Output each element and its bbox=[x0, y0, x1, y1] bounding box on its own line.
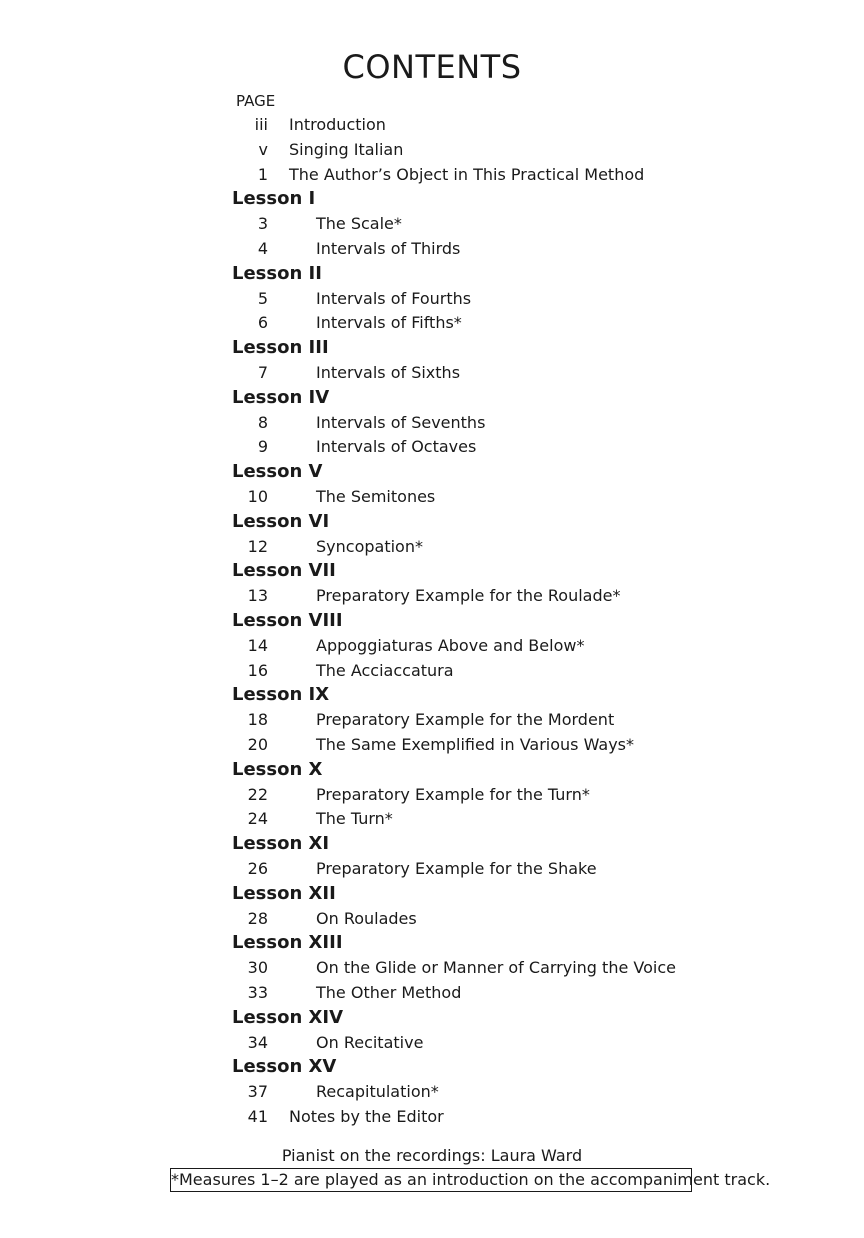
toc-page-number: 41 bbox=[247, 1107, 268, 1126]
toc-entry-title: Introduction bbox=[289, 115, 386, 134]
toc-entry-title: Syncopation* bbox=[316, 536, 423, 556]
lesson-heading: Lesson III bbox=[232, 337, 329, 359]
lesson-heading: Lesson I bbox=[232, 188, 316, 210]
toc-entry-title: The Other Method bbox=[316, 983, 462, 1002]
pianist-credit: Pianist on the recordings: Laura Ward bbox=[281, 1146, 583, 1165]
toc-page-number: 14 bbox=[247, 635, 268, 655]
toc-entry-title: On Recitative bbox=[316, 1032, 424, 1052]
lesson-heading: Lesson VII bbox=[232, 560, 336, 582]
toc-entry-title: Intervals of Fifths* bbox=[316, 313, 462, 333]
toc-page-number: 13 bbox=[247, 586, 268, 606]
lesson-heading: Lesson VIII bbox=[232, 610, 343, 631]
toc-entry-title: Appoggiaturas Above and Below* bbox=[316, 635, 585, 655]
lesson-heading: Lesson IV bbox=[232, 386, 330, 408]
toc-entry-title: Preparatory Example for the Mordent bbox=[316, 710, 615, 730]
toc-page-number: 30 bbox=[247, 958, 268, 978]
lesson-heading: Lesson XII bbox=[232, 882, 336, 904]
toc-page-number: 10 bbox=[247, 487, 268, 506]
toc-entry-title: The Same Exemplified in Various Ways* bbox=[316, 735, 635, 754]
toc-page-number: 12 bbox=[247, 536, 268, 556]
lesson-heading: Lesson IX bbox=[232, 684, 330, 706]
toc-entry-title: Intervals of Octaves bbox=[316, 437, 477, 457]
lesson-heading: Lesson XI bbox=[232, 833, 330, 855]
toc-entry-title: On Roulades bbox=[316, 908, 417, 928]
toc-entry-title: Preparatory Example for the Roulade* bbox=[316, 586, 621, 606]
page-column-header: PAGE bbox=[236, 92, 276, 110]
toc-entry-title: The Author’s Object in This Practical Method bbox=[289, 164, 645, 184]
toc-entry-title: The Semitones bbox=[316, 487, 436, 506]
toc-entry-title: Intervals of Fourths bbox=[316, 288, 472, 308]
toc-page-number: 24 bbox=[247, 809, 268, 829]
toc-entry-title: Intervals of Sixths bbox=[316, 363, 461, 382]
toc-entry-title: Preparatory Example for the Shake bbox=[316, 859, 597, 878]
toc-entry-title: Intervals of Sevenths bbox=[316, 412, 486, 432]
toc-page-number: 33 bbox=[247, 983, 268, 1002]
toc-page-number: 37 bbox=[247, 1082, 268, 1102]
toc-entry-title: On the Glide or Manner of Carrying the Voice bbox=[316, 958, 676, 978]
lesson-heading: Lesson VI bbox=[232, 510, 330, 532]
lesson-heading: Lesson XIII bbox=[232, 932, 343, 954]
toc-page-number: 5 bbox=[257, 288, 268, 308]
toc-page-number: 3 bbox=[257, 214, 268, 234]
page-title: CONTENTS bbox=[342, 48, 522, 86]
toc-page-number: 34 bbox=[247, 1032, 268, 1052]
toc-entry-title: The Acciaccatura bbox=[316, 660, 454, 680]
toc-entry-title: The Scale* bbox=[316, 214, 402, 234]
toc-page-number: 9 bbox=[257, 437, 268, 457]
toc-page-number: 6 bbox=[257, 313, 268, 333]
toc-page-number: 26 bbox=[247, 859, 268, 878]
lesson-heading: Lesson X bbox=[232, 758, 323, 780]
toc-entry-title: Preparatory Example for the Turn* bbox=[316, 784, 590, 804]
toc-entry-title: The Turn* bbox=[316, 809, 393, 829]
toc-page-number: 22 bbox=[247, 784, 268, 804]
toc-page-number: 4 bbox=[257, 239, 268, 258]
lesson-heading: Lesson XIV bbox=[232, 1006, 344, 1028]
toc-entry-title: Recapitulation* bbox=[316, 1082, 439, 1102]
toc-page-number: 1 bbox=[257, 164, 268, 184]
toc-entry-title: Notes by the Editor bbox=[289, 1107, 444, 1126]
toc-page-number: v bbox=[258, 139, 268, 159]
toc-page-number: 8 bbox=[257, 412, 268, 432]
footnote-box: *Measures 1–2 are played as an introduction on the accompaniment track. bbox=[170, 1168, 692, 1192]
toc-page-number: iii bbox=[254, 115, 268, 134]
toc-page-number: 28 bbox=[247, 908, 268, 928]
toc-entry-title: Singing Italian bbox=[289, 139, 404, 159]
toc-page-number: 20 bbox=[247, 735, 268, 754]
toc-entry-title: Intervals of Thirds bbox=[316, 239, 461, 258]
toc-page-number: 16 bbox=[247, 660, 268, 680]
lesson-heading: Lesson II bbox=[232, 262, 322, 284]
toc-page-number: 7 bbox=[257, 363, 268, 382]
lesson-heading: Lesson XV bbox=[232, 1056, 337, 1078]
toc-page-number: 18 bbox=[247, 710, 268, 730]
lesson-heading: Lesson V bbox=[232, 461, 323, 483]
